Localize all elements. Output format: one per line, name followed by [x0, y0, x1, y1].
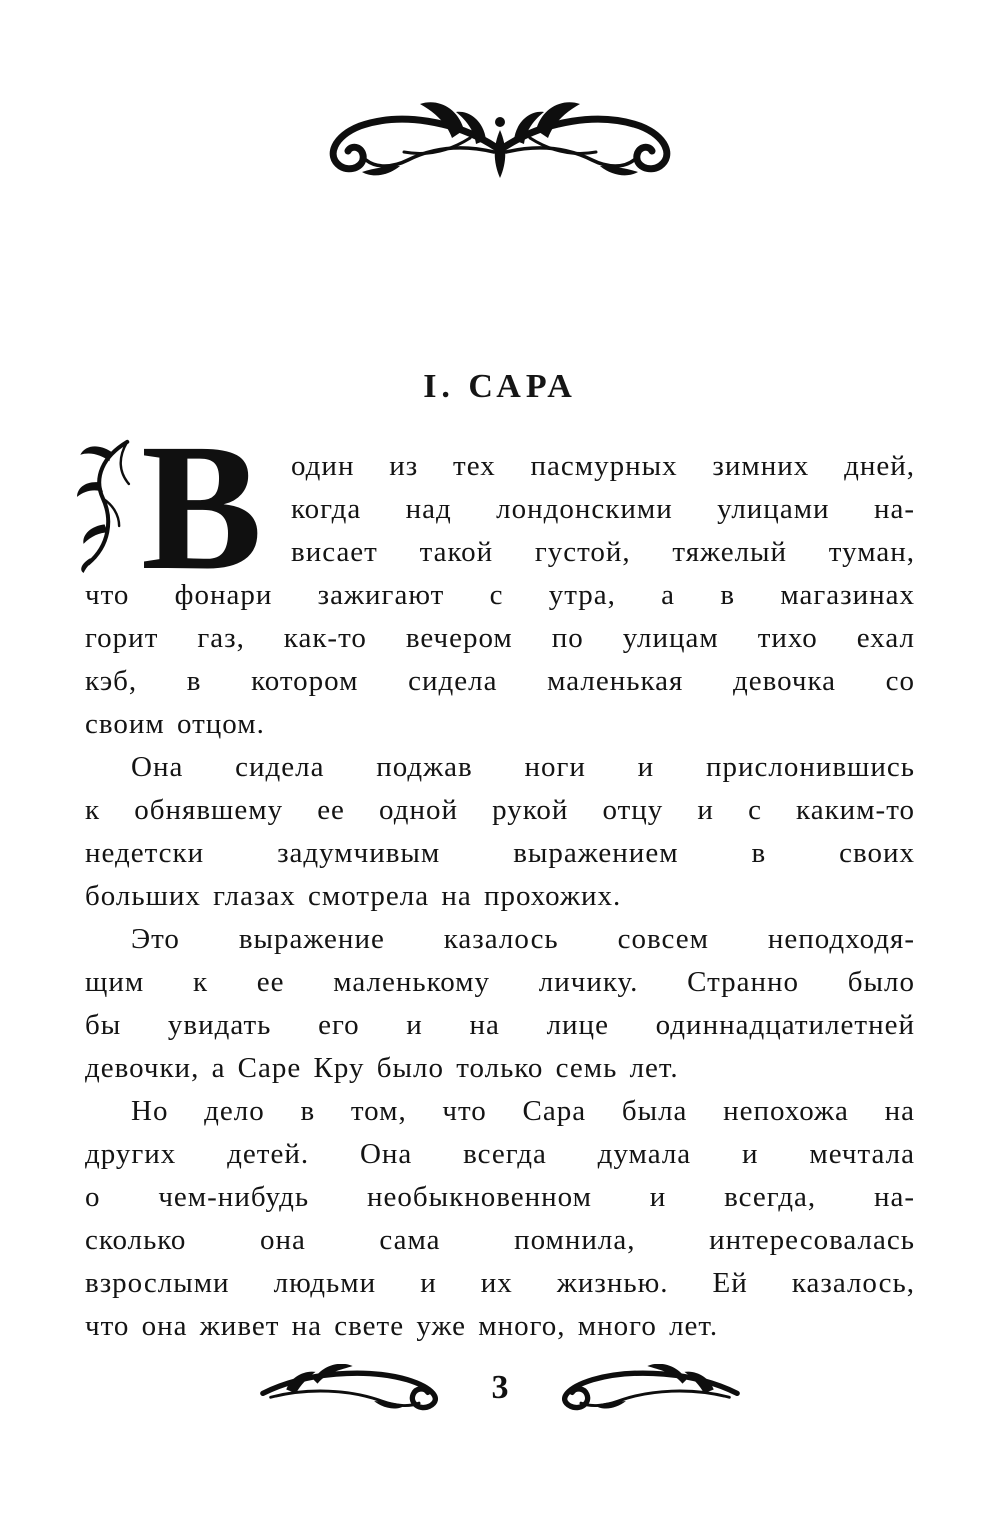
page-number: 3 — [491, 1368, 509, 1406]
text-line: Она сидела поджав ноги и прислонившись — [131, 751, 915, 783]
top-flourish-ornament-icon — [300, 96, 700, 188]
text-line: когда над лондонскими улицами на- — [291, 493, 915, 525]
paragraph — [85, 407, 915, 746]
text-line: горит газ, как-то вечером по улицам тихо ехал — [85, 622, 915, 654]
text-line: взрослыми людьми и их жизнью. Ей казалось, — [85, 1267, 915, 1299]
text-line: кэб, в котором сидела маленькая девочка со — [85, 665, 915, 697]
dropcap-vine-ornament-icon — [73, 437, 141, 573]
text-line: девочки, а Саре Кру было только семь лет. — [85, 1052, 679, 1084]
text-line: что она живет на свете уже много, много лет. — [85, 1310, 719, 1342]
text-line: других детей. Она всегда думала и мечтала — [85, 1138, 915, 1170]
text-line: висает такой густой, тяжелый туман, — [291, 536, 915, 568]
text-line: больших глазах смотрела на прохожих. — [85, 880, 622, 912]
text-line: о чем-нибудь необыкновенном и всегда, на- — [85, 1181, 915, 1213]
drop-cap-letter: В — [141, 407, 263, 608]
paragraph — [85, 1090, 915, 1348]
footer-flourish-right-icon — [538, 1364, 743, 1411]
text-line: своим отцом. — [85, 708, 265, 740]
footer-flourish-left-icon — [257, 1364, 462, 1411]
text-line: к обнявшему ее одной рукой отцу и с каким-то — [85, 794, 915, 826]
text-line: Это выражение казалось совсем неподходя- — [131, 923, 915, 955]
text-line: бы увидать его и на лице одиннадцатилетней — [85, 1009, 915, 1041]
drop-cap-block — [85, 407, 277, 608]
body-text — [85, 407, 915, 1348]
chapter-title: I. САРА — [423, 368, 577, 405]
text-line: Но дело в том, что Сара была непохожа на — [131, 1095, 915, 1127]
text-line: недетски задумчивым выражением в своих — [85, 837, 915, 869]
page-footer — [0, 1364, 1000, 1411]
text-line: щим к ее маленькому личику. Странно было — [85, 966, 915, 998]
text-line: сколько она сама помнила, интересовалась — [85, 1224, 915, 1256]
paragraph — [85, 746, 915, 918]
paragraph — [85, 918, 915, 1090]
text-line: что фонари зажигают с утра, а в магазинах — [85, 579, 915, 611]
text-line: один из тех пасмурных зимних дней, — [291, 450, 915, 482]
